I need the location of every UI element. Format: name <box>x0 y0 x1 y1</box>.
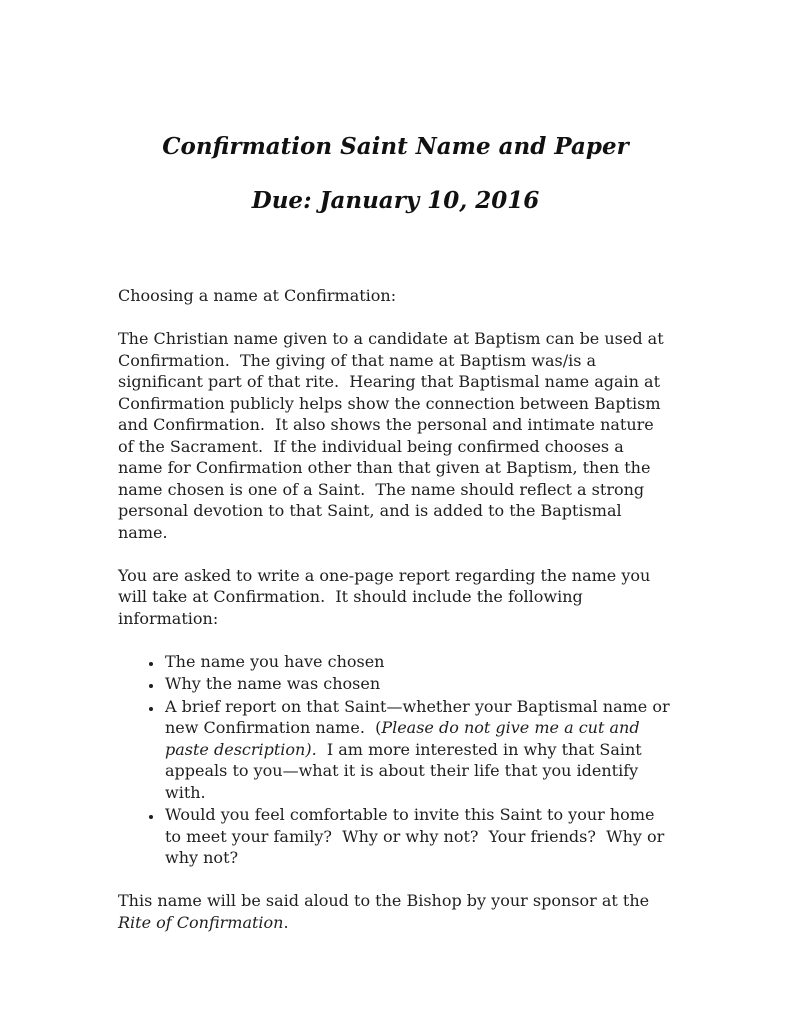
bullet-item-name-chosen: • The name you have chosen <box>163 651 673 673</box>
bullet-item-brief-report <box>163 696 673 804</box>
bullet-list <box>118 651 673 869</box>
document-title: Confirmation Saint Name and Paper <box>162 133 629 160</box>
bullet-text-italic: Please do not give me a cut and paste description). <box>165 718 645 759</box>
closing-text: . <box>283 912 289 932</box>
intro-line: Choosing a name at Confirmation: <box>118 286 397 305</box>
bullet-item-comfortable-invite: • Would you feel comfortable to invite this Saint to your home to meet your family? Why or why not? Your friends? Why or why not? <box>163 804 673 869</box>
bullet-text: I am more interested in why that Saint appeals to you—what it is about their life that you identify with. <box>165 739 647 802</box>
bullet-item-why-chosen: • Why the name was chosen <box>163 673 673 695</box>
paragraph-report-instructions: You are asked to write a one-page report regarding the name you will take at Confirmation. It should include the following information: <box>118 565 656 628</box>
paragraph-choosing-name: The Christian name given to a candidate at Baptism can be used at Confirmation. The giving of that name at Baptism was/is a significant part of that rite. Hearing that Baptismal name again at Confirmation publicly helps show the connection between Baptism and Confirmation. It also shows the personal and intimate nature of the Sacrament. If the individual being confirmed chooses a name for Confirmation other than that given at Baptism, then the name chosen is one of a Saint. The name should reflect a strong personal devotion to that Saint, and is added to the Baptismal name. <box>118 329 669 542</box>
closing-text: This name will be said aloud to the Bishop by your sponsor at the <box>118 891 655 910</box>
due-date-line: Due: January 10, 2016 <box>251 187 540 214</box>
closing-text-italic: Rite of Confirmation <box>118 912 284 932</box>
bullet-text: A brief report on that Saint—whether your Baptismal name or new Confirmation name. ( <box>165 696 675 737</box>
closing-paragraph <box>118 890 673 933</box>
